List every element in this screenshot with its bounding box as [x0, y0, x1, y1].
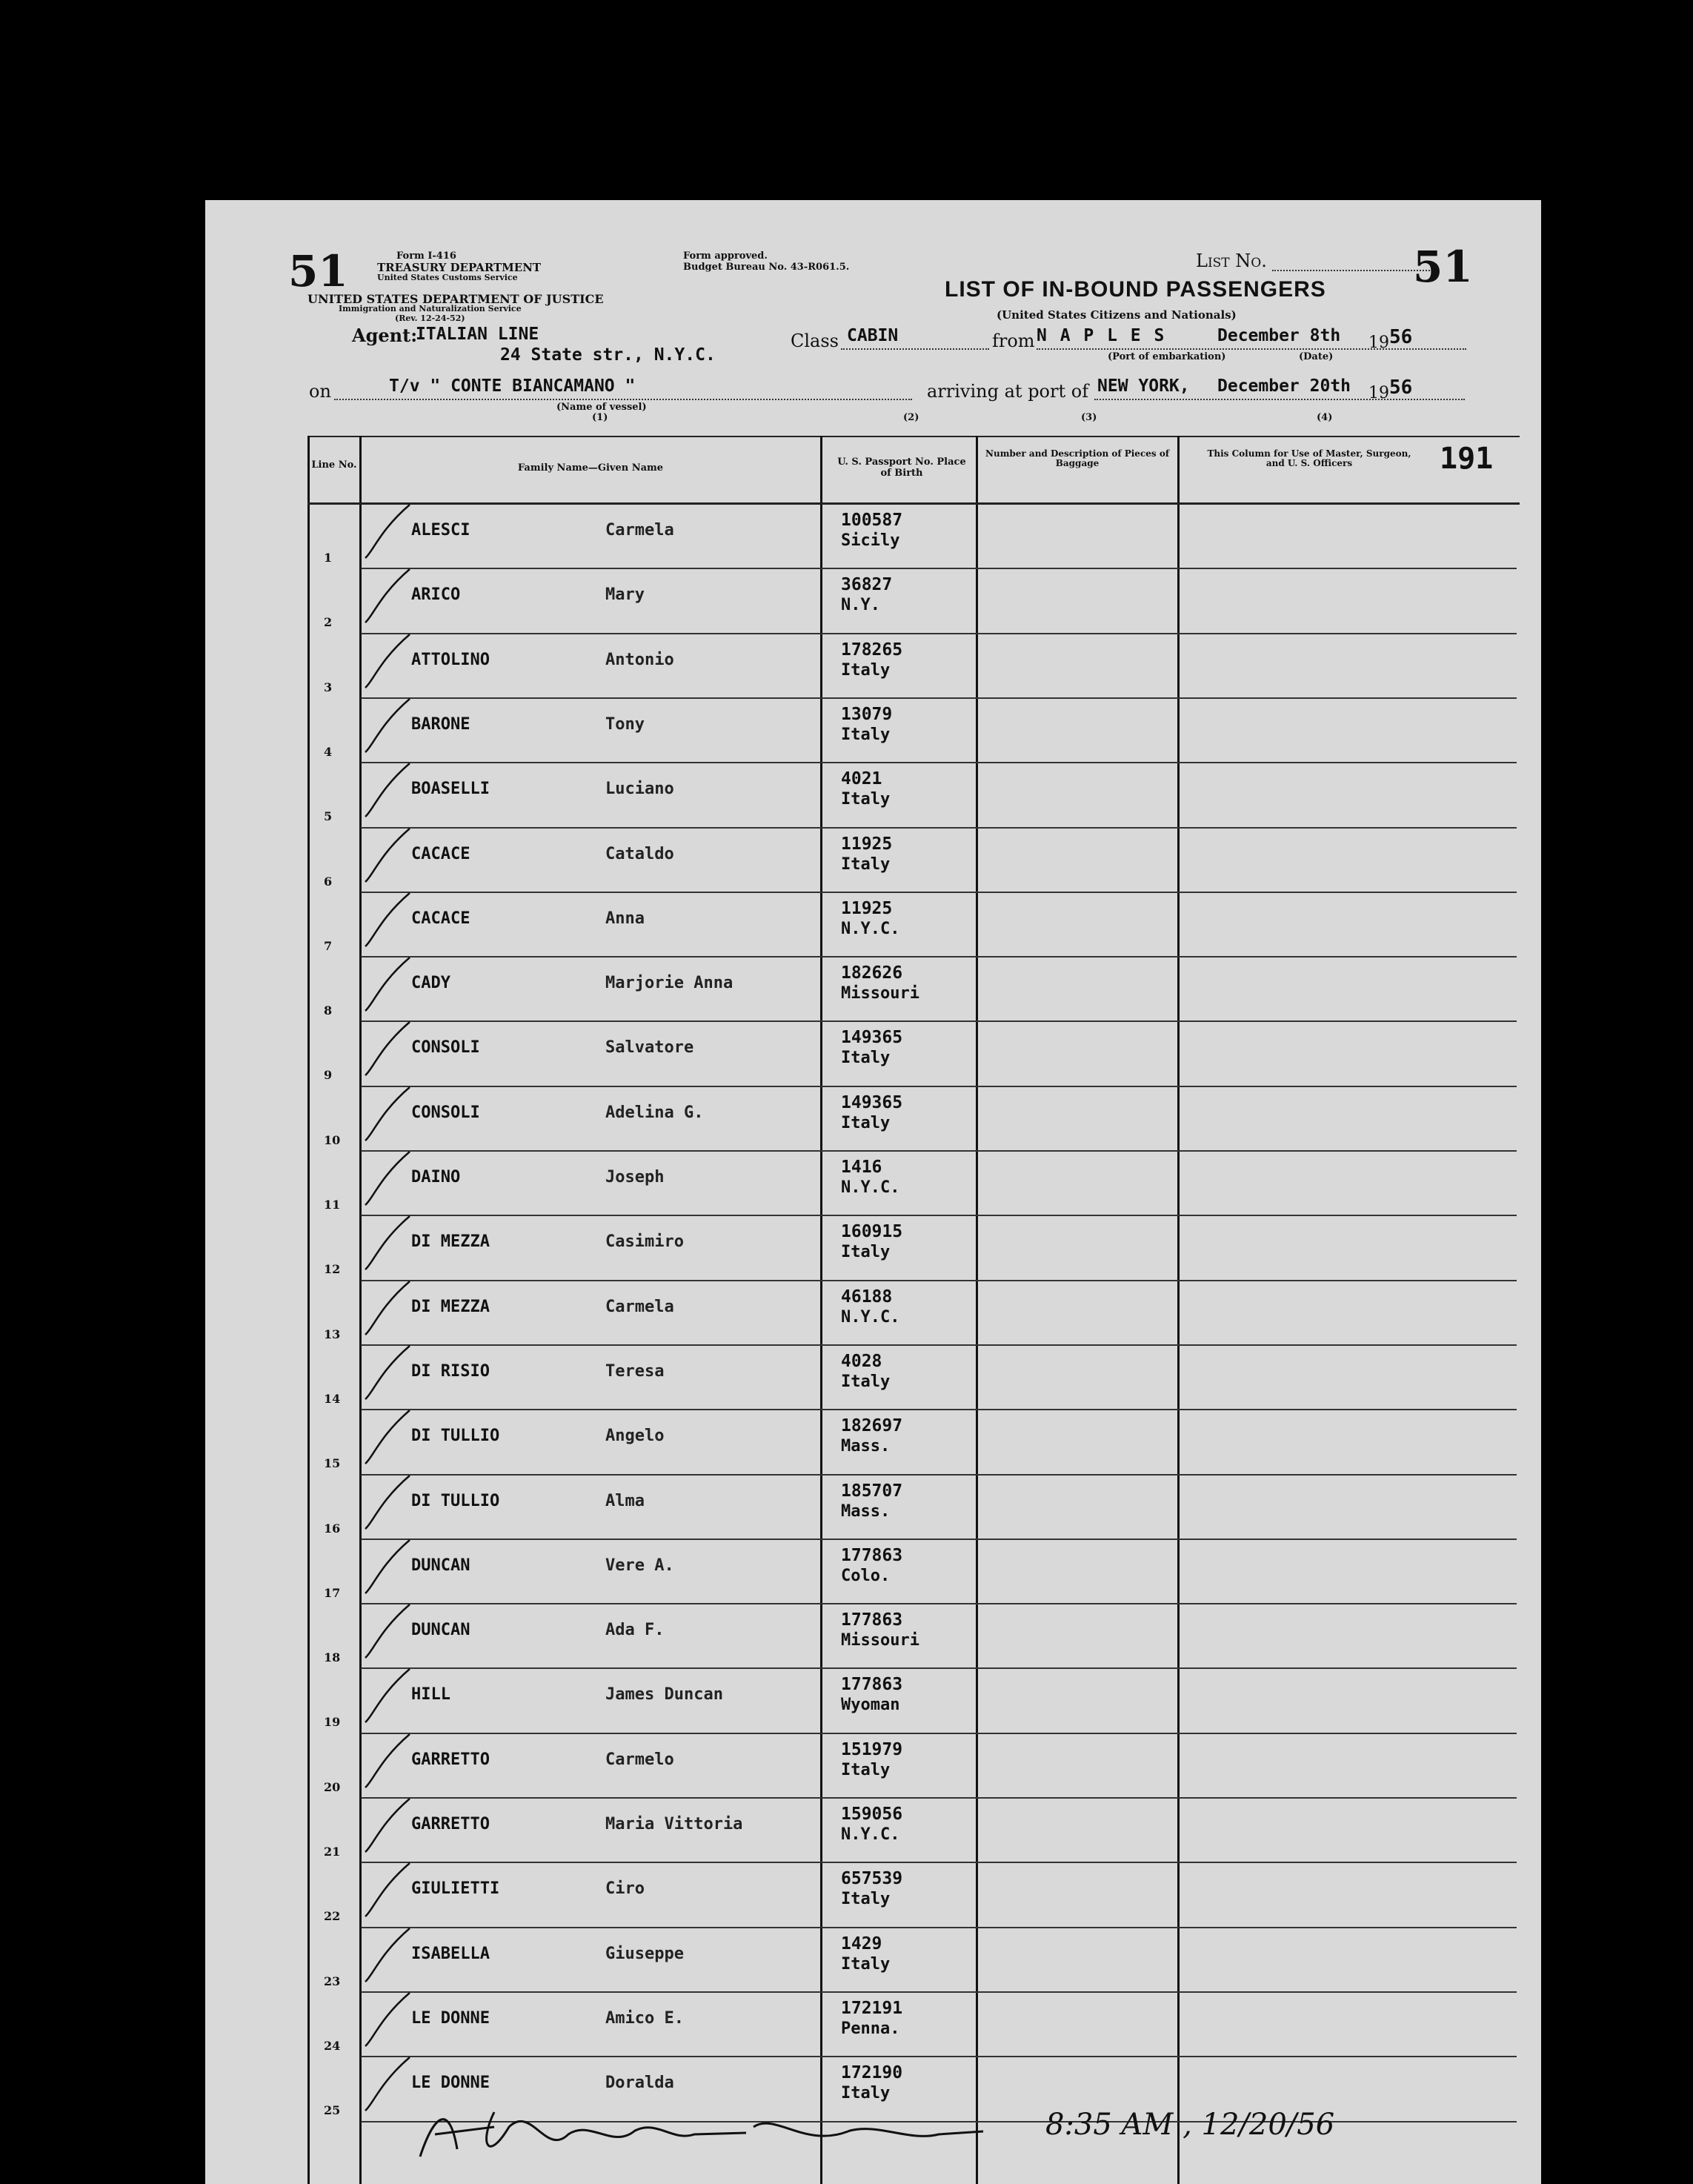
line-number: 3	[324, 680, 333, 694]
given-name: Joseph	[605, 1168, 665, 1186]
arrival-year: 56	[1389, 376, 1413, 399]
family-name: ARICO	[411, 585, 461, 605]
given-name: James Duncan	[605, 1685, 723, 1705]
arrival-date: December 20th	[1217, 376, 1351, 396]
place-of-birth: Italy	[841, 790, 891, 809]
row-divider	[361, 1086, 1517, 1087]
page-number: 191	[1440, 442, 1494, 476]
place-of-birth: Italy	[841, 1243, 891, 1262]
passport-number: 46188	[841, 1287, 893, 1307]
arrival-port: NEW YORK,	[1097, 376, 1190, 396]
row-divider	[361, 1474, 1517, 1476]
row-divider	[361, 633, 1517, 634]
place-of-birth: Wyoman	[841, 1696, 900, 1715]
row-divider	[361, 956, 1517, 957]
on-label: on	[309, 381, 331, 402]
line-number: 17	[324, 1585, 341, 1600]
line-number: 2	[324, 615, 333, 630]
check-mark-icon	[350, 565, 417, 631]
passport-number: 178265	[841, 640, 903, 660]
given-name: Ada F.	[605, 1621, 665, 1640]
sheet-number-right: 51	[1413, 242, 1473, 292]
line-number: 10	[324, 1132, 341, 1147]
line-number: 15	[324, 1456, 341, 1471]
row-divider	[361, 1344, 1517, 1346]
passport-number: 100587	[841, 511, 903, 530]
passport-number: 172191	[841, 1998, 903, 2018]
check-mark-icon	[350, 1924, 417, 1991]
check-mark-icon	[350, 500, 417, 567]
form-title: LIST OF IN-BOUND PASSENGERS	[945, 277, 1326, 302]
place-of-birth: Italy	[841, 660, 891, 680]
given-name: Cataldo	[605, 844, 674, 863]
place-of-birth: Italy	[841, 1760, 891, 1779]
family-name: HILL	[411, 1685, 450, 1705]
place-of-birth: N.Y.C.	[841, 1825, 900, 1844]
given-name: Maria Vittoria	[605, 1815, 743, 1833]
given-name: Anna	[605, 909, 645, 928]
check-mark-icon	[350, 1341, 417, 1408]
port-embarkation-caption: (Port of embarkation)	[1108, 351, 1226, 362]
column-header-baggage: Number and Description of Pieces of Baggage	[985, 448, 1169, 468]
line-number: 12	[324, 1262, 341, 1277]
family-name: DUNCAN	[411, 1556, 470, 1575]
check-mark-icon	[350, 824, 417, 891]
dept-customs: United States Customs Service	[377, 273, 518, 282]
line-number: 24	[324, 2038, 341, 2053]
family-name: GARRETTO	[411, 1815, 490, 1833]
place-of-birth: N.Y.C.	[841, 1307, 900, 1327]
passport-number: 11925	[841, 834, 893, 854]
place-of-birth: Missouri	[841, 1631, 919, 1650]
check-mark-icon	[350, 1018, 417, 1084]
given-name: Carmela	[605, 1297, 674, 1316]
place-of-birth: Italy	[841, 1113, 891, 1132]
given-name: Mary	[605, 585, 645, 605]
family-name: CADY	[411, 974, 450, 993]
check-mark-icon	[350, 1083, 417, 1149]
passport-number: 1416	[841, 1158, 882, 1177]
row-divider	[361, 1603, 1517, 1604]
place-of-birth: Missouri	[841, 984, 919, 1003]
check-mark-icon	[350, 630, 417, 697]
vessel-caption: (Name of vessel)	[556, 402, 647, 413]
row-divider	[361, 1150, 1517, 1152]
place-of-birth: Italy	[841, 1372, 891, 1391]
place-of-birth: Italy	[841, 1890, 891, 1909]
list-no-label: List No.	[1196, 250, 1267, 271]
given-name: Salvatore	[605, 1038, 694, 1058]
class-value: CABIN	[847, 326, 899, 345]
family-name: ALESCI	[411, 521, 470, 540]
family-name: CONSOLI	[411, 1038, 480, 1058]
row-divider	[361, 1409, 1517, 1410]
line-number: 8	[324, 1003, 333, 1018]
dept-justice: UNITED STATES DEPARTMENT OF JUSTICE	[307, 292, 604, 306]
line-number: 9	[324, 1068, 333, 1083]
check-mark-icon	[350, 694, 417, 761]
place-of-birth: Mass.	[841, 1437, 891, 1456]
form-revision: (Rev. 12-24-52)	[395, 313, 465, 323]
row-divider	[361, 1733, 1517, 1734]
row-divider	[361, 827, 1517, 829]
row-divider	[361, 1280, 1517, 1281]
agent-value: ITALIAN LINE	[416, 325, 539, 344]
column-3-marker: (3)	[1081, 412, 1097, 423]
row-divider	[361, 1020, 1517, 1022]
line-number: 21	[324, 1845, 341, 1859]
given-name: Amico E.	[605, 2008, 684, 2028]
line-number: 6	[324, 874, 333, 889]
departure-year-prefix: 19	[1368, 333, 1389, 352]
place-of-birth: Italy	[841, 725, 891, 744]
family-name: ISABELLA	[411, 1944, 490, 1963]
passport-number: 160915	[841, 1222, 903, 1242]
row-divider	[361, 1215, 1517, 1216]
form-subtitle: (United States Citizens and Nationals)	[997, 308, 1237, 322]
line-number: 4	[324, 744, 333, 759]
passport-number: 177863	[841, 1675, 903, 1695]
given-name: Angelo	[605, 1427, 665, 1446]
given-name: Ciro	[605, 1879, 645, 1899]
place-of-birth: Italy	[841, 2084, 891, 2103]
family-name: DI TULLIO	[411, 1491, 500, 1510]
given-name: Carmela	[605, 521, 674, 540]
line-number: 1	[324, 551, 333, 565]
dept-immigration: Immigration and Naturalization Service	[339, 304, 522, 313]
check-mark-icon	[350, 1277, 417, 1344]
column-4-marker: (4)	[1317, 412, 1333, 423]
given-name: Tony	[605, 714, 645, 734]
line-number: 18	[324, 1650, 341, 1665]
form-number: Form I-416	[396, 250, 456, 262]
passport-number: 11925	[841, 898, 893, 918]
budget-bureau: Budget Bureau No. 43-R061.5.	[683, 262, 850, 273]
check-mark-icon	[350, 1471, 417, 1538]
line-number: 7	[324, 938, 333, 953]
column-header-line-no: Line No.	[311, 459, 357, 471]
place-of-birth: Italy	[841, 1954, 891, 1974]
passport-number: 149365	[841, 1028, 903, 1048]
passport-number: 185707	[841, 1481, 903, 1501]
row-divider	[361, 892, 1517, 893]
place-of-birth: N.Y.	[841, 596, 880, 615]
row-divider	[361, 568, 1517, 569]
line-number: 25	[324, 2103, 341, 2118]
passport-number: 4028	[841, 1351, 882, 1371]
column-header-passport: U. S. Passport No. Place of Birth	[837, 457, 966, 479]
given-name: Antonio	[605, 650, 674, 669]
check-mark-icon	[350, 1664, 417, 1731]
family-name: DI MEZZA	[411, 1297, 490, 1316]
place-of-birth: Sicily	[841, 531, 900, 550]
check-mark-icon	[350, 1730, 417, 1796]
given-name: Luciano	[605, 780, 674, 799]
place-of-birth: Mass.	[841, 1501, 891, 1521]
family-name: CONSOLI	[411, 1103, 480, 1122]
family-name: LE DONNE	[411, 2074, 490, 2093]
row-divider	[361, 1991, 1517, 1993]
arrival-year-prefix: 19	[1368, 384, 1389, 402]
date-caption: (Date)	[1299, 351, 1334, 362]
vessel-name: T/v " CONTE BIANCAMANO "	[389, 376, 636, 396]
passport-number: 657539	[841, 1869, 903, 1889]
check-mark-icon	[350, 1600, 417, 1667]
family-name: ATTOLINO	[411, 650, 490, 669]
check-mark-icon	[350, 953, 417, 1020]
check-mark-icon	[350, 1212, 417, 1278]
check-mark-icon	[350, 1147, 417, 1214]
passport-number: 1429	[841, 1934, 882, 1954]
agent-address: 24 State str., N.Y.C.	[500, 345, 716, 365]
check-mark-icon	[350, 759, 417, 826]
passport-number: 177863	[841, 1545, 903, 1565]
given-name: Casimiro	[605, 1232, 684, 1252]
place-of-birth: Italy	[841, 854, 891, 874]
line-number: 11	[324, 1198, 341, 1212]
place-of-birth: Colo.	[841, 1566, 891, 1585]
passport-number: 159056	[841, 1805, 903, 1824]
passport-number: 177863	[841, 1610, 903, 1630]
passport-number: 182697	[841, 1416, 903, 1436]
given-name: Adelina G.	[605, 1103, 704, 1122]
passenger-list-sheet	[205, 200, 1541, 2184]
class-label: Class	[791, 331, 839, 351]
line-number: 19	[324, 1715, 341, 1730]
arriving-label: arriving at port of	[927, 381, 1089, 402]
place-of-birth: N.Y.C.	[841, 1178, 900, 1197]
row-divider	[361, 762, 1517, 763]
passport-number: 4021	[841, 769, 882, 789]
given-name: Carmelo	[605, 1750, 674, 1769]
given-name: Alma	[605, 1491, 645, 1510]
column-header-officers: This Column for Use of Master, Surgeon, and U. S. Officers	[1207, 448, 1411, 468]
from-value: N A P L E S	[1037, 326, 1166, 345]
family-name: BARONE	[411, 714, 470, 734]
passport-number: 13079	[841, 704, 893, 724]
family-name: BOASELLI	[411, 780, 490, 799]
given-name: Marjorie Anna	[605, 974, 734, 993]
row-divider	[361, 1797, 1517, 1799]
given-name: Teresa	[605, 1361, 665, 1381]
family-name: DI TULLIO	[411, 1427, 500, 1446]
form-approved: Form approved.	[683, 250, 768, 262]
line-number: 13	[324, 1327, 341, 1341]
check-mark-icon	[350, 1794, 417, 1861]
given-name: Doralda	[605, 2074, 674, 2093]
check-mark-icon	[350, 1988, 417, 2055]
check-mark-icon	[350, 1406, 417, 1473]
line-number: 22	[324, 1909, 341, 1924]
check-mark-icon	[350, 1859, 417, 1925]
passport-number: 182626	[841, 963, 903, 983]
family-name: GIULIETTI	[411, 1879, 500, 1899]
row-divider	[361, 1927, 1517, 1928]
departure-year: 56	[1389, 326, 1413, 348]
arrival-stamp: 8:35 AM , 12/20/56	[1045, 2108, 1335, 2142]
family-name: DUNCAN	[411, 1621, 470, 1640]
passport-number: 172190	[841, 2063, 903, 2083]
family-name: CACACE	[411, 844, 470, 863]
passport-number: 149365	[841, 1092, 903, 1112]
row-divider	[361, 1862, 1517, 1863]
place-of-birth: Italy	[841, 1049, 891, 1068]
line-number: 14	[324, 1391, 341, 1406]
given-name: Vere A.	[605, 1556, 674, 1575]
family-name: LE DONNE	[411, 2008, 490, 2028]
column-1-marker: (1)	[592, 412, 608, 423]
passport-number: 151979	[841, 1739, 903, 1759]
row-divider	[361, 1667, 1517, 1669]
row-divider	[361, 1539, 1517, 1540]
family-name: GARRETTO	[411, 1750, 490, 1769]
line-number: 23	[324, 1974, 341, 1988]
given-name: Giuseppe	[605, 1944, 684, 1963]
place-of-birth: Penna.	[841, 2019, 900, 2038]
column-header-name: Family Name—Given Name	[517, 462, 664, 474]
line-number: 16	[324, 1521, 341, 1536]
passport-number: 36827	[841, 575, 893, 595]
place-of-birth: N.Y.C.	[841, 919, 900, 938]
agent-label: Agent:	[352, 325, 418, 346]
row-divider	[361, 697, 1517, 699]
check-mark-icon	[350, 1536, 417, 1602]
list-no-line	[1272, 270, 1435, 271]
departure-date: December 8th	[1217, 326, 1341, 345]
family-name: DI MEZZA	[411, 1232, 490, 1252]
family-name: DAINO	[411, 1168, 461, 1186]
family-name: CACACE	[411, 909, 470, 928]
family-name: DI RISIO	[411, 1361, 490, 1381]
line-number: 5	[324, 809, 333, 824]
from-label: from	[992, 331, 1035, 351]
dept-treasury: TREASURY DEPARTMENT	[377, 261, 542, 274]
line-number: 20	[324, 1779, 341, 1794]
check-mark-icon	[350, 889, 417, 955]
sheet-number-left: 51	[288, 246, 348, 296]
column-2-marker: (2)	[903, 412, 919, 423]
row-divider	[361, 2056, 1517, 2057]
